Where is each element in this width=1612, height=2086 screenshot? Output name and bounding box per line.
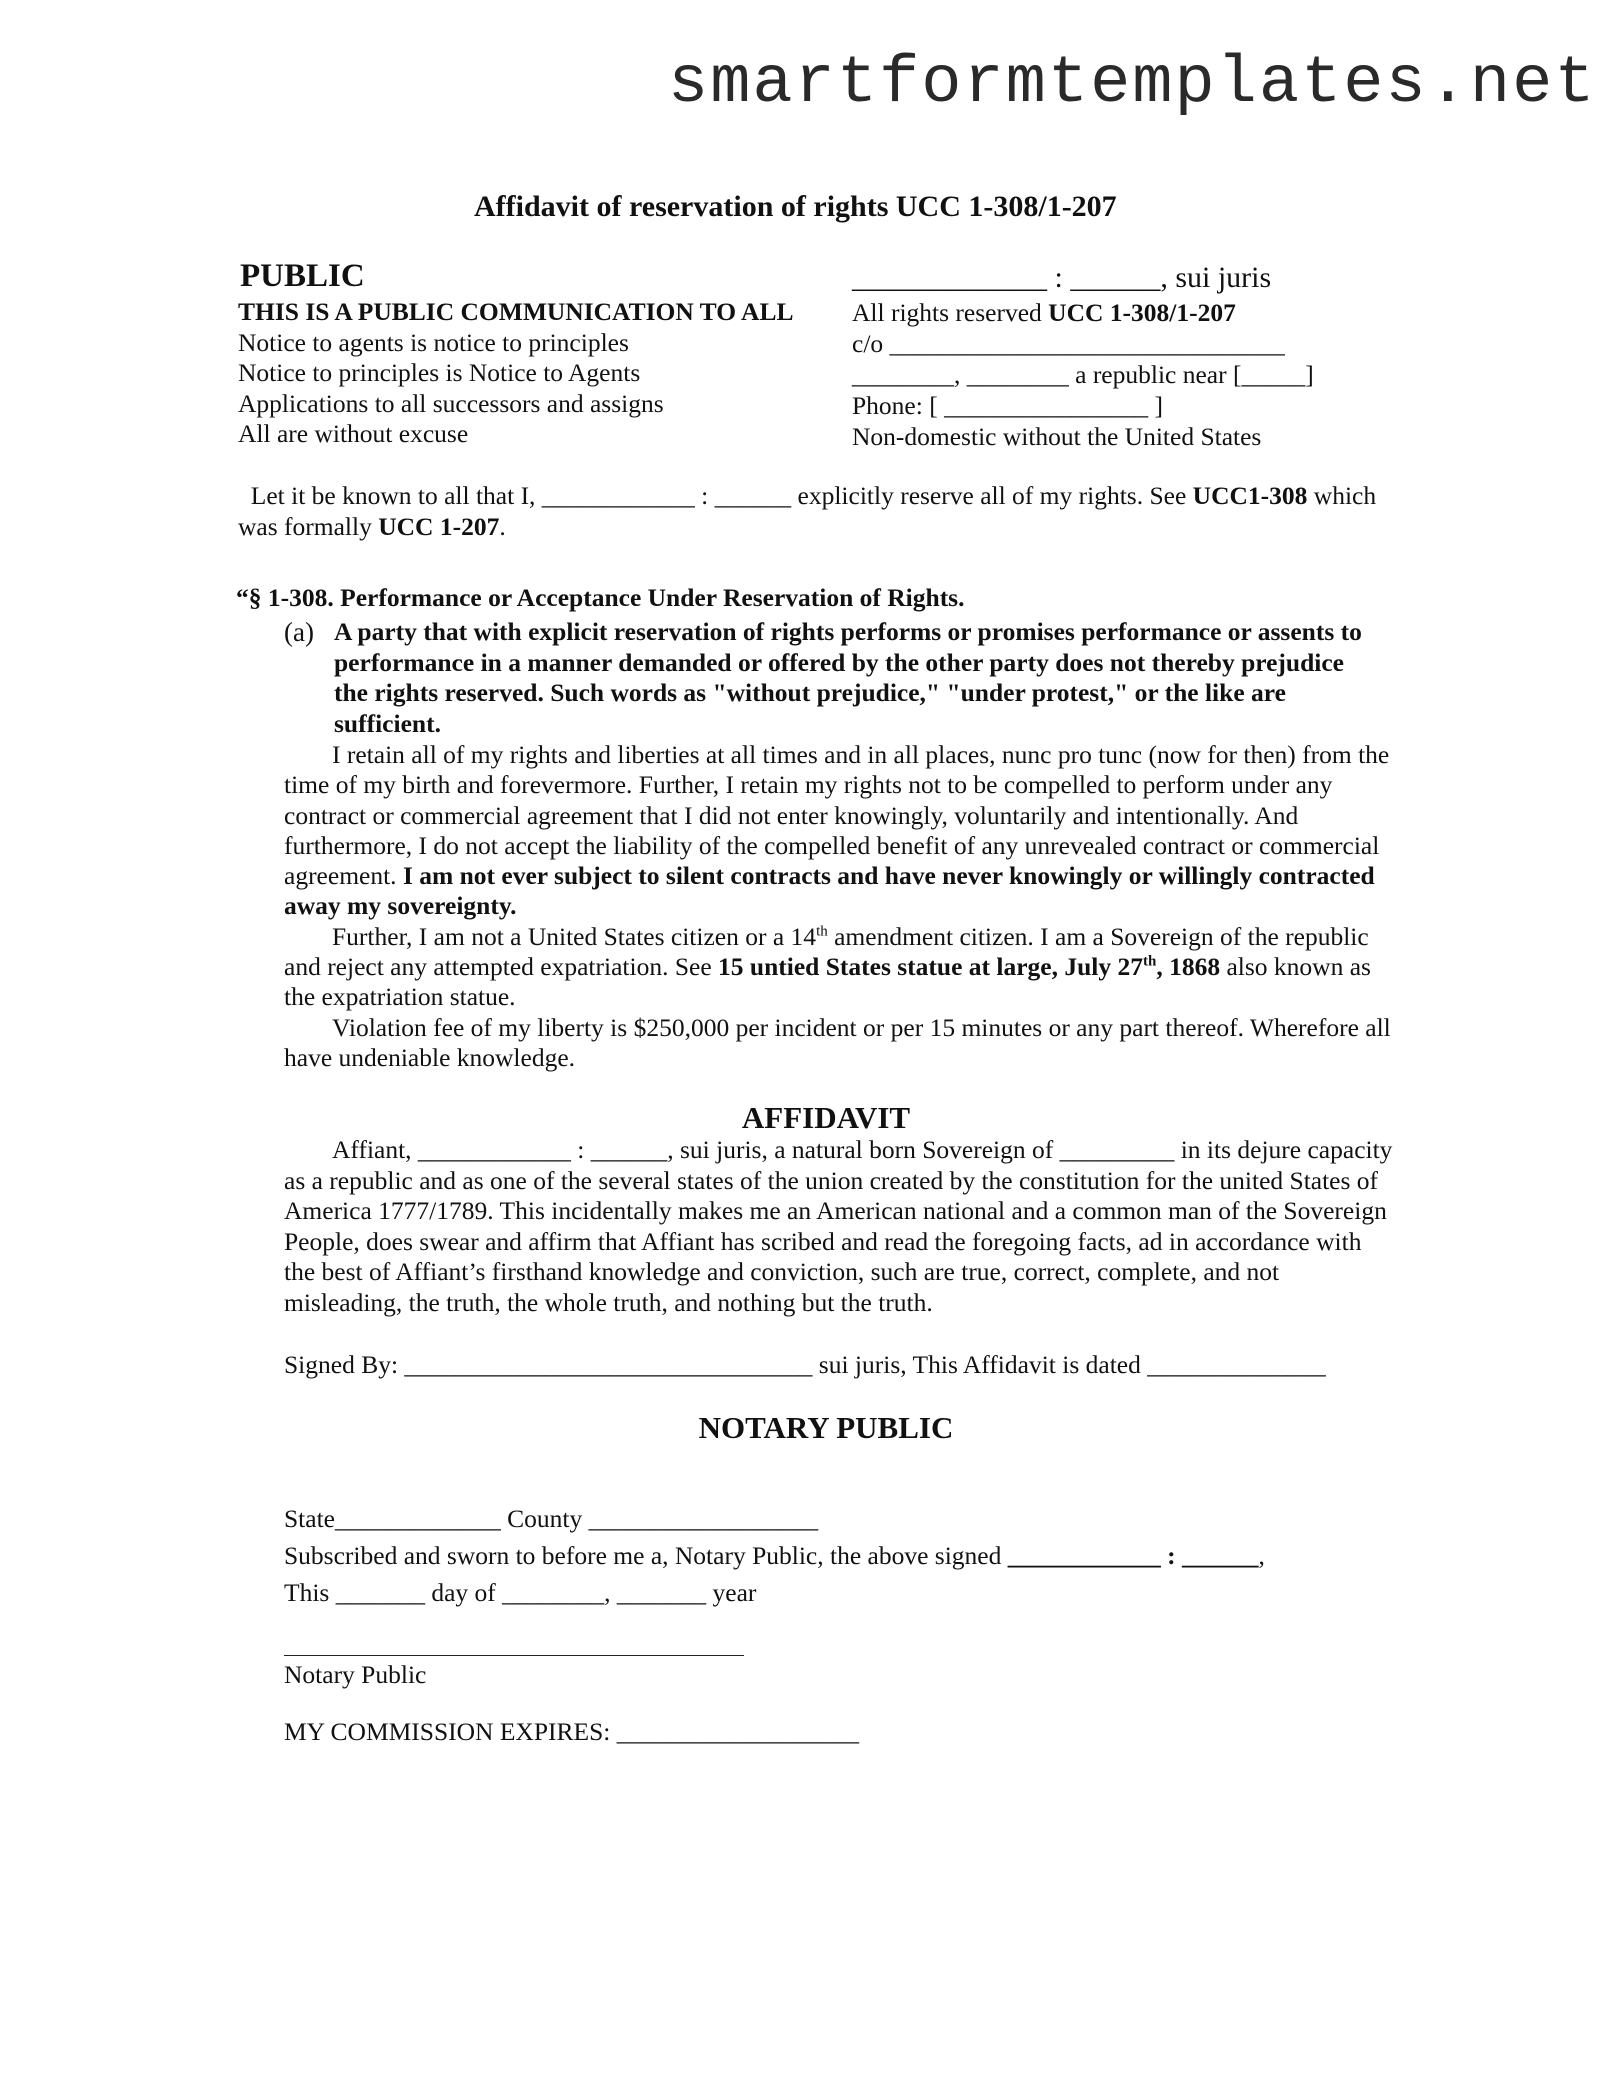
citizenship-paragraph: Further, I am not a United States citizen or a 14th amendment citizen. I am a Sovereign of the republic and reject any attempted expatriation. See 15 untied States statue at large, July 27th, 1868 also known as the expatriation statue. (284, 921, 1371, 1012)
notice-line: Notice to principles is Notice to Agents (238, 358, 641, 387)
subsection-a (284, 617, 1384, 739)
notice-line: Applications to all successors and assigns (238, 388, 664, 418)
notice-line: All are without excuse (238, 419, 469, 448)
public-notice-block (238, 297, 793, 450)
rights-paragraph: I retain all of my rights and liberties at all times and in all places, nunc pro tunc (now for then) from the time of my birth and forevermore. Further, I retain my rights not to be compelled to perform under any contract or commercial agreement that I did not enter knowingly, voluntarily and intentionally. And furthermore, I do not accept the liability of the compelled benefit of any unrevealed contract or commercial agreement. I am not ever subject to silent contracts and have never knowingly or willingly contracted away my sovereignty. (284, 740, 1390, 921)
sworn-line[interactable]: Subscribed and sworn to before me a, Notary Public, the above signed ____________ : ______, (284, 1541, 1265, 1570)
non-domestic-line: Non-domestic without the United States (852, 422, 1262, 451)
reservation-statement: Let it be known to all that I, ____________ : ______ explicitly reserve all of my rights. See UCC1-308 which was formally UCC 1-207. (238, 481, 1377, 541)
signature-line[interactable]: Signed By: ________________________________ sui juris, This Affidavit is dated ______________ (284, 1350, 1326, 1379)
public-heading: PUBLIC (240, 258, 365, 294)
date-line[interactable]: This _______ day of ________, _______ year (284, 1578, 757, 1607)
subsection-marker: (a) (284, 617, 314, 647)
commission-expires-line[interactable]: MY COMMISSION EXPIRES: ___________________ (284, 1717, 859, 1746)
document-title: Affidavit of reservation of rights UCC 1-308/1-207 (474, 190, 1117, 223)
notary-heading: NOTARY PUBLIC (698, 1410, 954, 1445)
care-of-line: c/o _______________________________ (852, 329, 1285, 358)
state-county-line[interactable]: State_____________ County __________________ (284, 1504, 819, 1533)
affidavit-text (284, 1135, 1394, 1318)
subsection-a-text: A party that with explicit reservation of rights performs or promises performance or assents to performance in a manner demanded or offered by the other party does not thereby prejudice the rights reserved. Such words as "without prejudice," "under protest," or the like are sufficient. (334, 617, 1362, 738)
affidavit-paragraph: Affiant, ____________ : ______, sui juris, a natural born Sovereign of _________ in its dejure capacity as a republic and as one of the several states of the union created by the constitution for the united States of America 1777/1789. This incidentally makes me an American national and a common man of the Sovereign People, does swear and affirm that Affiant has scribed and read the foregoing facts, ad in accordance with the best of Affiant’s firsthand knowledge and conviction, such are true, correct, complete, and not misleading, the truth, the whole truth, and nothing but the truth. (284, 1135, 1393, 1317)
affidavit-heading: AFFIDAVIT (741, 1100, 911, 1135)
address-block (852, 297, 1314, 452)
watermark: smartformtemplates.net (668, 46, 1597, 122)
notary-label: Notary Public (284, 1660, 427, 1689)
notice-line: Notice to agents is notice to principles (238, 327, 629, 357)
republic-line: ________, ________ a republic near [_____] (852, 360, 1314, 389)
name-line: _____________ : ______, sui juris (852, 261, 1272, 294)
rights-reserved-line: All rights reserved UCC 1-308/1-207 (852, 298, 1236, 327)
violation-fee-paragraph: Violation fee of my liberty is $250,000 per incident or per 15 minutes or any part thereof. Wherefore all have undeniable knowledge. (284, 1012, 1391, 1072)
notary-block (284, 1500, 1265, 1611)
notary-signature-rule[interactable] (284, 1655, 744, 1656)
body-paragraphs (284, 740, 1394, 1073)
section-heading: “§ 1-308. Performance or Acceptance Under Reservation of Rights. (236, 583, 965, 612)
public-communication-line: THIS IS A PUBLIC COMMUNICATION TO ALL (238, 297, 794, 326)
phone-line: Phone: [ ________________ ] (852, 391, 1163, 420)
